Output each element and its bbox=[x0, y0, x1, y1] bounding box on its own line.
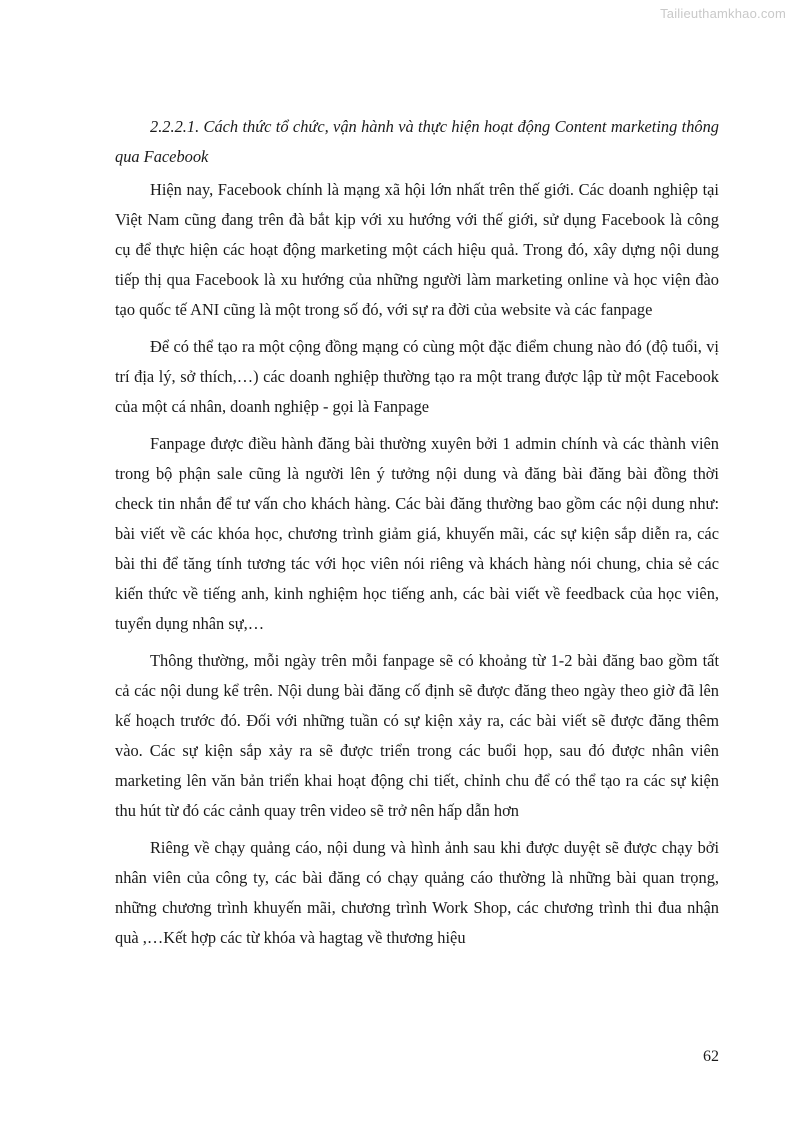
page-number: 62 bbox=[703, 1048, 719, 1065]
watermark: Tailieuthamkhao.com bbox=[660, 6, 786, 21]
paragraph-fanpage-operation: Fanpage được điều hành đăng bài thường xuyên bởi 1 admin chính và các thành viên trong bộ phận sale cũng là người lên ý tưởng nội dung và đăng bài đăng bài đồng thời check tin nhắn để tư vấn cho khách hàng. Các bài đăng thường bao gồm các nội dung như: bài viết về các khóa học, chương trình giảm giá, khuyến mãi, các sự kiện sắp diễn ra, các bài thi để tăng tính tương tác với học viên nói riêng và khách hàng nói chung, chia sẻ các kiến thức về tiếng anh, kinh nghiệm học tiếng anh, các bài viết về feedback của học viên, tuyển dụng nhân sự,… bbox=[115, 434, 719, 633]
paragraph-advertising: Riêng về chạy quảng cáo, nội dung và hình ảnh sau khi được duyệt sẽ được chạy bởi nhân viên của công ty, các bài đăng có chạy quảng cáo thường là những bài quan trọng, những chương trình khuyến mãi, chương trình Work Shop, các chương trình thi đua nhận quà ,…Kết hợp các từ khóa và hagtag về thương hiệu bbox=[115, 838, 719, 947]
section-heading: 2.2.2.1. Cách thức tổ chức, vận hành và thực hiện hoạt động Content marketing thông qua Facebook bbox=[115, 117, 719, 166]
paragraph-posting-schedule: Thông thường, mỗi ngày trên mỗi fanpage sẽ có khoảng từ 1-2 bài đăng bao gồm tất cả các nội dung kể trên. Nội dung bài đăng cố định sẽ được đăng theo ngày theo giờ đã lên kế hoạch trước đó. Đối với những tuần có sự kiện xảy ra, các bài viết sẽ được đăng thêm vào. Các sự kiện sắp xảy ra sẽ được triển trong các buổi họp, sau đó được nhân viên marketing lên văn bản triển khai hoạt động chi tiết, chỉnh chu để có thể tạo ra các sự kiện thu hút từ đó các cảnh quay trên video sẽ trở nên hấp dẫn hơn bbox=[115, 651, 719, 820]
paragraph-fanpage-definition: Để có thể tạo ra một cộng đồng mạng có cùng một đặc điểm chung nào đó (độ tuổi, vị trí địa lý, sở thích,…) các doanh nghiệp thường tạo ra một trang được lập từ một Facebook của một cá nhân, doanh nghiệp - gọi là Fanpage bbox=[115, 337, 719, 416]
document-body bbox=[115, 112, 719, 960]
paragraph-facebook-overview: Hiện nay, Facebook chính là mạng xã hội lớn nhất trên thế giới. Các doanh nghiệp tại Việt Nam cũng đang trên đà bắt kịp với xu hướng với thế giới, sử dụng Facebook là công cụ để thực hiện các hoạt động marketing một cách hiệu quả. Trong đó, xây dựng nội dung tiếp thị qua Facebook là xu hướng của những người làm marketing online và học viện đào tạo quốc tế ANI cũng là một trong số đó, với sự ra đời của website và các fanpage bbox=[115, 180, 719, 319]
